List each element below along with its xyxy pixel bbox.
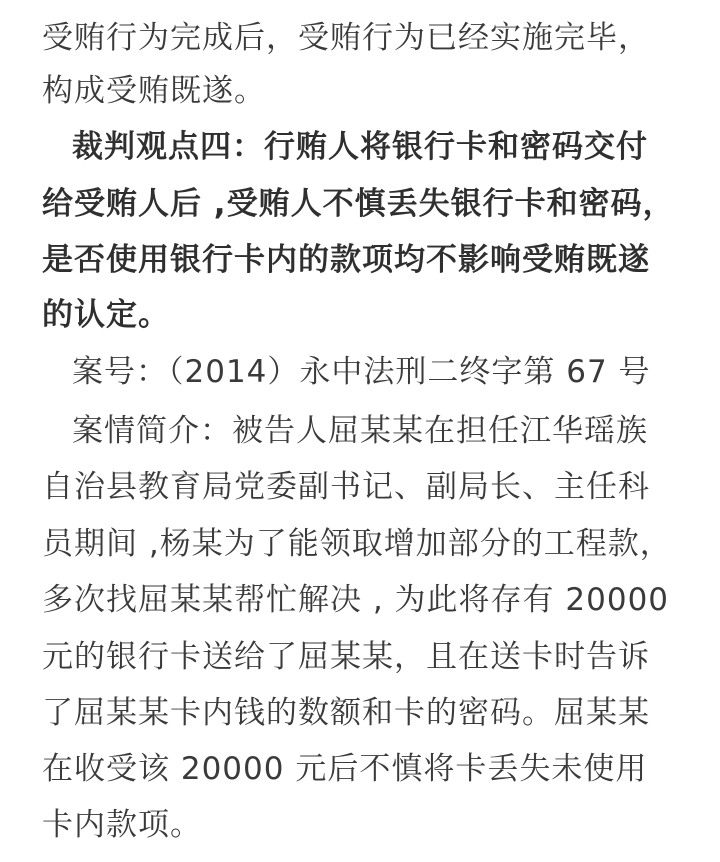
- case-summary-line-3: 员期间 ,杨某为了能领取增加部分的工程款，: [42, 526, 672, 562]
- paragraph-1-line-1: 受贿行为完成后，受贿行为已经实施完毕，: [42, 20, 650, 56]
- viewpoint-heading-line-4: 的认定。: [42, 297, 170, 333]
- viewpoint-heading-line-1: 裁判观点四：行贿人将银行卡和密码交付: [72, 129, 648, 165]
- viewpoint-heading-line-2: 给受贿人后 ,受贿人不慎丢失银行卡和密码，: [42, 186, 675, 222]
- case-summary-line-6: 了屈某某卡内钱的数额和卡的密码。屈某某: [42, 695, 650, 731]
- case-summary-line-5: 元的银行卡送给了屈某某，且在送卡时告诉: [42, 639, 650, 675]
- viewpoint-heading-line-3: 是否使用银行卡内的款项均不影响受贿既遂: [42, 242, 650, 278]
- case-summary-line-7: 在收受该 20000 元后不慎将卡丢失未使用: [42, 751, 648, 787]
- case-summary-line-1: 案情简介：被告人屈某某在担任江华瑶族: [72, 413, 648, 449]
- case-summary-line-8: 卡内款项。: [42, 807, 202, 843]
- case-summary-line-2: 自治县教育局党委副书记、副局长、主任科: [42, 469, 650, 505]
- case-number: 案号：（2014）永中法刑二终字第 67 号: [72, 354, 651, 390]
- case-summary-line-4: 多次找屈某某帮忙解决 , 为此将存有 20000: [42, 582, 670, 618]
- paragraph-1-line-2: 构成受贿既遂。: [42, 73, 266, 109]
